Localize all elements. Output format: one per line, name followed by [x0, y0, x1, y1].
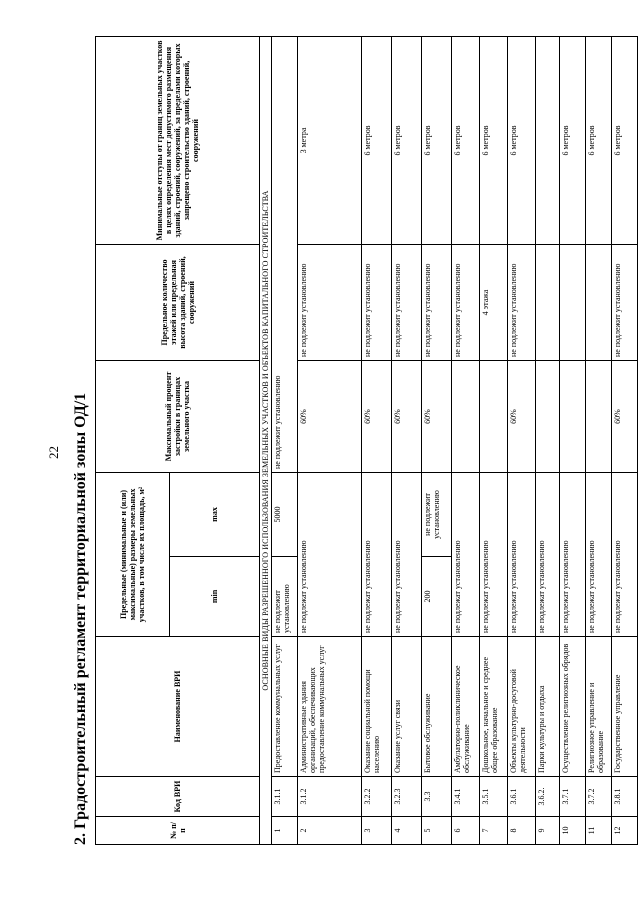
table-row — [612, 37, 638, 845]
row-code: 3.7.1 — [560, 777, 586, 817]
row-name: Парки культуры и отдыха — [536, 637, 560, 777]
row-setback: 6 метров — [452, 37, 480, 245]
row-minmax: не подлежат установлению — [480, 473, 508, 637]
row-minmax: не подлежат установлению — [536, 473, 560, 637]
page-title: 2. Градостроительный регламент территориальной зоны ОД/1 — [72, 392, 89, 845]
row-floors — [536, 245, 560, 361]
page-number: 22 — [46, 446, 61, 459]
row-floors: не подлежит установлению — [452, 245, 480, 361]
row-minmax: не подлежат установлению — [362, 473, 392, 637]
row-setback: 3 метра — [298, 37, 362, 245]
table-row — [480, 37, 508, 845]
row-name: Религиозное управление и образование — [586, 637, 612, 777]
row-num: 4 — [392, 817, 422, 845]
row-num: 1 — [272, 817, 298, 845]
row-code: 3.6.2. — [536, 777, 560, 817]
row-percent — [480, 361, 508, 473]
header-floors: Предельное количество этажей или предельная высота зданий, строений, сооружений — [96, 245, 260, 361]
row-name: Объекты культурно-досуговой деятельности — [508, 637, 536, 777]
regulation-table — [95, 36, 638, 845]
table-row — [362, 37, 392, 845]
row-minmax: не подлежат установлению — [612, 473, 638, 637]
row-floors: 4 этажа — [480, 245, 508, 361]
row-num: 11 — [586, 817, 612, 845]
table-row — [560, 37, 586, 845]
row-num: 3 — [362, 817, 392, 845]
row-floors: не подлежит установлению — [392, 245, 422, 361]
row-setback — [536, 37, 560, 245]
table-row — [536, 37, 560, 845]
row-percent: 60% — [422, 361, 452, 473]
row-percent: 60% — [392, 361, 422, 473]
section-title: ОСНОВНЫЕ ВИДЫ РАЗРЕШЕННОГО ИСПОЛЬЗОВАНИЯ ЗЕМЕЛЬНЫХ УЧАСТКОВ И ОБЪЕКТОВ КАПИТАЛЬНОГО СТРОИТЕЛЬСТВА — [260, 37, 272, 845]
table-row — [272, 37, 298, 845]
row-minmax: не подлежат установлению — [508, 473, 536, 637]
row-setback: 6 метров — [612, 37, 638, 245]
row-minmax: не подлежат установлению — [298, 473, 362, 637]
row-floors: не подлежит установлению — [612, 245, 638, 361]
row-percent: не подлежит установлению — [272, 37, 298, 473]
table-row — [452, 37, 480, 845]
row-setback: 6 метров — [508, 37, 536, 245]
row-code: 3.8.1 — [612, 777, 638, 817]
row-num: 5 — [422, 817, 452, 845]
row-minmax: не подлежат установлению — [560, 473, 586, 637]
row-floors: не подлежит установлению — [508, 245, 536, 361]
row-code: 3.1.1 — [272, 777, 298, 817]
row-num: 8 — [508, 817, 536, 845]
row-num: 10 — [560, 817, 586, 845]
row-num: 2 — [298, 817, 362, 845]
row-minmax: не подлежат установлению — [392, 473, 422, 637]
row-max: 5000 — [272, 473, 298, 557]
row-code: 3.2.2 — [362, 777, 392, 817]
row-name: Оказание услуг связи — [392, 637, 422, 777]
row-minmax: не подлежат установлению — [452, 473, 480, 637]
row-code: 3.3 — [422, 777, 452, 817]
header-name: Наименование ВРИ — [96, 637, 260, 777]
row-percent: 60% — [612, 361, 638, 473]
row-setback: 6 метров — [586, 37, 612, 245]
row-percent: 60% — [508, 361, 536, 473]
row-code: 3.5.1 — [480, 777, 508, 817]
header-size: Предельные (минимальные и (или) максимальные) размеры земельных участков, в том числе их площадь, м² — [96, 473, 170, 637]
row-percent — [536, 361, 560, 473]
row-min: не подлежит установлению — [272, 557, 298, 637]
row-name: Амбулаторно-поликлиническое обслуживание — [452, 637, 480, 777]
row-setback: 6 метров — [392, 37, 422, 245]
row-percent — [452, 361, 480, 473]
row-name: Бытовое обслуживание — [422, 637, 452, 777]
table-row — [508, 37, 536, 845]
table-row — [298, 37, 362, 845]
row-floors: не подлежит установлению — [298, 245, 362, 361]
row-name: Оказание социальной помощи населению — [362, 637, 392, 777]
row-percent: 60% — [362, 361, 392, 473]
row-min: 200 — [422, 557, 452, 637]
table-row — [422, 37, 452, 845]
row-minmax: не подлежат установлению — [586, 473, 612, 637]
header-min: min — [170, 557, 260, 637]
row-num: 6 — [452, 817, 480, 845]
row-percent — [586, 361, 612, 473]
header-num: № п/п — [96, 817, 260, 845]
row-num: 9 — [536, 817, 560, 845]
row-setback: 6 метров — [560, 37, 586, 245]
row-floors: не подлежит установлению — [422, 245, 452, 361]
row-setback: 6 метров — [362, 37, 392, 245]
header-setback: Минимальные отступы от границ земельных участков в целях определения мест допустимого размещения зданий, строений, сооружений, за пределами которых запрещено строительство зданий, строений, сооружений — [96, 37, 260, 245]
row-code: 3.1.2 — [298, 777, 362, 817]
row-code: 3.6.1 — [508, 777, 536, 817]
row-num: 12 — [612, 817, 638, 845]
table-row — [392, 37, 422, 845]
row-floors — [586, 245, 612, 361]
row-name: Дошкольное, начальное и среднее общее образование — [480, 637, 508, 777]
row-percent: 60% — [298, 361, 362, 473]
header-max: max — [170, 473, 260, 557]
table-row — [586, 37, 612, 845]
header-code: Код ВРИ — [96, 777, 260, 817]
row-name: Государственное управление — [612, 637, 638, 777]
row-max: не подлежит установлению — [422, 473, 452, 557]
row-setback: 6 метров — [422, 37, 452, 245]
row-code: 3.2.3 — [392, 777, 422, 817]
row-setback: 6 метров — [480, 37, 508, 245]
row-floors — [560, 245, 586, 361]
row-code: 3.7.2 — [586, 777, 612, 817]
row-name: Осуществление религиозных обрядов — [560, 637, 586, 777]
row-percent — [560, 361, 586, 473]
row-floors: не подлежит установлению — [362, 245, 392, 361]
header-percent: Максимальный процент застройки в границах земельного участка — [96, 361, 260, 473]
row-num: 7 — [480, 817, 508, 845]
row-name: Административные здания организаций, обеспечивающих предоставление коммунальных услуг — [298, 637, 362, 777]
row-code: 3.4.1 — [452, 777, 480, 817]
row-name: Предоставление коммунальных услуг — [272, 637, 298, 777]
